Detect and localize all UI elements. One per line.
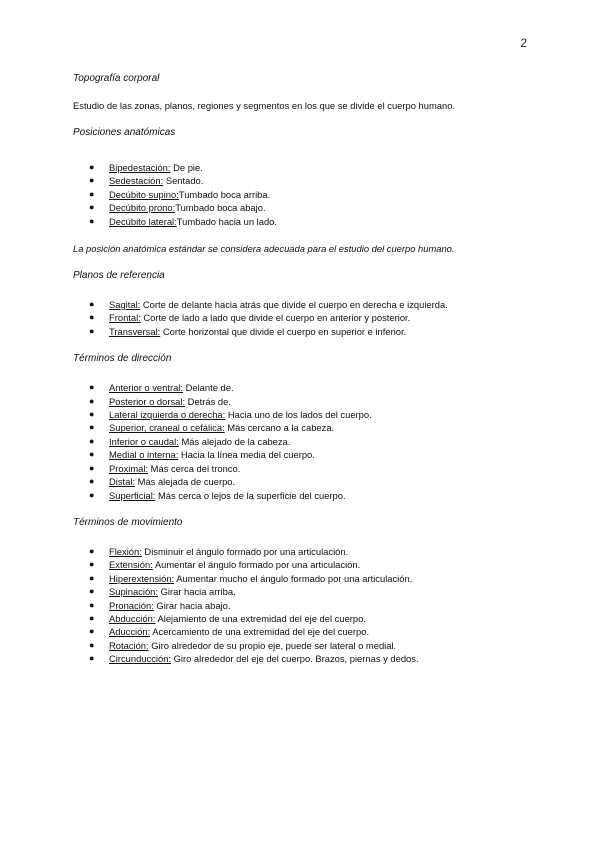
definition: Tumbado boca arriba. bbox=[178, 188, 271, 200]
definition: Giro alrededor de su propio eje, puede ser lateral o medial. bbox=[148, 639, 397, 651]
paragraph-topografia: Estudio de las zonas, planos, regiones y segmentos en los que se divide el cuerpo humano. bbox=[73, 100, 456, 111]
definition: Girar hacia abajo. bbox=[153, 599, 231, 611]
definition: Tumbado boca abajo. bbox=[175, 202, 266, 214]
term: Abducción: bbox=[109, 612, 156, 624]
list-item bbox=[73, 298, 533, 311]
list-item bbox=[73, 325, 533, 338]
list-item bbox=[73, 572, 533, 585]
list-item bbox=[73, 475, 533, 488]
list-planos bbox=[73, 298, 533, 338]
term: Circunducción: bbox=[109, 653, 172, 665]
list-item bbox=[73, 625, 533, 638]
definition: Más cercano a la cabeza. bbox=[224, 422, 335, 434]
bullet-icon: ● bbox=[89, 586, 95, 597]
page-number: 2 bbox=[520, 36, 527, 50]
definition: Más alejada de cuerpo. bbox=[135, 476, 236, 488]
term: Decúbito supino: bbox=[109, 188, 179, 200]
term: Inferior o caudal: bbox=[109, 435, 179, 447]
bullet-icon: ● bbox=[89, 299, 95, 310]
bullet-icon: ● bbox=[89, 639, 95, 650]
term: Sedestación: bbox=[109, 175, 164, 187]
definition: Delante de. bbox=[183, 382, 234, 394]
term: Pronación: bbox=[109, 599, 154, 611]
list-item bbox=[73, 612, 533, 625]
list-item bbox=[73, 161, 533, 174]
heading-posiciones: Posiciones anatómicas bbox=[73, 127, 176, 138]
list-movimiento bbox=[73, 545, 533, 666]
bullet-icon: ● bbox=[89, 435, 95, 446]
term: Flexión: bbox=[109, 545, 142, 557]
bullet-icon: ● bbox=[89, 422, 95, 433]
list-item bbox=[73, 545, 533, 558]
bullet-icon: ● bbox=[89, 409, 95, 420]
definition: Detrás de. bbox=[185, 395, 231, 407]
bullet-icon: ● bbox=[89, 559, 95, 570]
term: Anterior o ventral: bbox=[109, 382, 183, 394]
term: Extensión: bbox=[109, 559, 153, 571]
definition: Más cerca del tronco. bbox=[148, 462, 241, 474]
bullet-icon: ● bbox=[89, 382, 95, 393]
bullet-icon: ● bbox=[89, 545, 95, 556]
bullet-icon: ● bbox=[89, 489, 95, 500]
bullet-icon: ● bbox=[89, 395, 95, 406]
term: Aducción: bbox=[109, 626, 151, 638]
document-body bbox=[73, 72, 533, 666]
heading-direccion: Términos de dirección bbox=[73, 353, 172, 365]
list-direccion bbox=[73, 381, 533, 502]
list-item bbox=[73, 174, 533, 187]
definition: Más alejado de la cabeza. bbox=[178, 435, 291, 447]
definition: Corte horizontal que divide el cuerpo en superior e inferior. bbox=[160, 325, 407, 337]
list-item bbox=[73, 448, 533, 461]
term: Decúbito lateral: bbox=[109, 215, 177, 227]
bullet-icon: ● bbox=[89, 215, 95, 226]
term: Bipedestación: bbox=[109, 162, 171, 173]
definition: Disminuir el ángulo formado por una articulación. bbox=[141, 545, 349, 557]
bullet-icon: ● bbox=[89, 325, 95, 336]
definition: Aumentar mucho el ángulo formado por una articulación. bbox=[174, 572, 413, 584]
list-item bbox=[73, 585, 533, 598]
definition: Aumentar el ángulo formado por una articulación. bbox=[152, 559, 361, 571]
list-posiciones bbox=[73, 161, 533, 228]
bullet-icon: ● bbox=[89, 312, 95, 323]
term: Superior, craneal o cefálica: bbox=[109, 422, 225, 434]
bullet-icon: ● bbox=[89, 162, 95, 172]
bullet-icon: ● bbox=[89, 202, 95, 213]
term: Frontal: bbox=[109, 312, 141, 324]
term: Proximal: bbox=[109, 462, 149, 474]
term: Supinación: bbox=[109, 586, 158, 598]
definition: Sentado. bbox=[163, 175, 204, 187]
term: Decúbito prono: bbox=[109, 202, 176, 214]
list-item bbox=[73, 188, 533, 201]
term: Hiperextensión: bbox=[109, 572, 175, 584]
list-item bbox=[73, 311, 533, 324]
list-item bbox=[73, 462, 533, 475]
definition: Hacia la línea media del cuerpo. bbox=[178, 449, 315, 461]
definition: De pie. bbox=[170, 162, 203, 173]
list-item bbox=[73, 395, 533, 408]
definition: Giro alrededor del eje del cuerpo. Brazos, piernas y dedos. bbox=[171, 653, 419, 665]
list-item bbox=[73, 489, 533, 502]
bullet-icon: ● bbox=[89, 476, 95, 487]
term: Rotación: bbox=[109, 639, 149, 651]
heading-movimiento: Términos de movimiento bbox=[73, 516, 183, 528]
list-item bbox=[73, 408, 533, 421]
definition: Corte de lado a lado que divide el cuerpo en anterior y posterior. bbox=[140, 312, 411, 324]
term: Distal: bbox=[109, 476, 136, 488]
term: Transversal: bbox=[109, 325, 161, 337]
bullet-icon: ● bbox=[89, 626, 95, 637]
term: Posterior o dorsal: bbox=[109, 395, 186, 407]
definition: Girar hacia arriba. bbox=[158, 586, 236, 598]
list-item bbox=[73, 381, 533, 394]
heading-topografia: Topografía corporal bbox=[73, 73, 160, 84]
bullet-icon: ● bbox=[89, 572, 95, 583]
list-item bbox=[73, 435, 533, 448]
bullet-icon: ● bbox=[89, 599, 95, 610]
definition: Corte de delante hacia atrás que divide el cuerpo en derecha e izquierda. bbox=[140, 299, 448, 311]
term: Sagital: bbox=[109, 299, 141, 311]
definition: Más cerca o lejos de la superficie del cuerpo. bbox=[155, 489, 346, 501]
list-item bbox=[73, 421, 533, 434]
list-item bbox=[73, 201, 533, 214]
list-item bbox=[73, 639, 533, 652]
bullet-icon: ● bbox=[89, 612, 95, 623]
definition: Acercamiento de una extremidad del eje del cuerpo. bbox=[150, 626, 370, 638]
heading-planos: Planos de referencia bbox=[73, 270, 165, 282]
bullet-icon: ● bbox=[89, 188, 95, 199]
definition: Alejamiento de una extremidad del eje del cuerpo. bbox=[155, 612, 366, 624]
bullet-icon: ● bbox=[89, 653, 95, 664]
bullet-icon: ● bbox=[89, 462, 95, 473]
term: Superficial: bbox=[109, 489, 156, 501]
list-item bbox=[73, 558, 533, 571]
note-posicion-estandar: La posición anatómica estándar se considera adecuada para el estudio del cuerpo humano. bbox=[73, 243, 455, 255]
term: Medial o interna: bbox=[109, 449, 179, 461]
bullet-icon: ● bbox=[89, 449, 95, 460]
bullet-icon: ● bbox=[89, 175, 95, 186]
list-item bbox=[73, 652, 533, 665]
list-item bbox=[73, 215, 533, 228]
term: Lateral izquierda o derecha: bbox=[109, 409, 226, 421]
definition: Tumbado hacia un lado. bbox=[176, 215, 277, 227]
list-item bbox=[73, 599, 533, 612]
definition: Hacia uno de los lados del cuerpo. bbox=[225, 409, 372, 421]
